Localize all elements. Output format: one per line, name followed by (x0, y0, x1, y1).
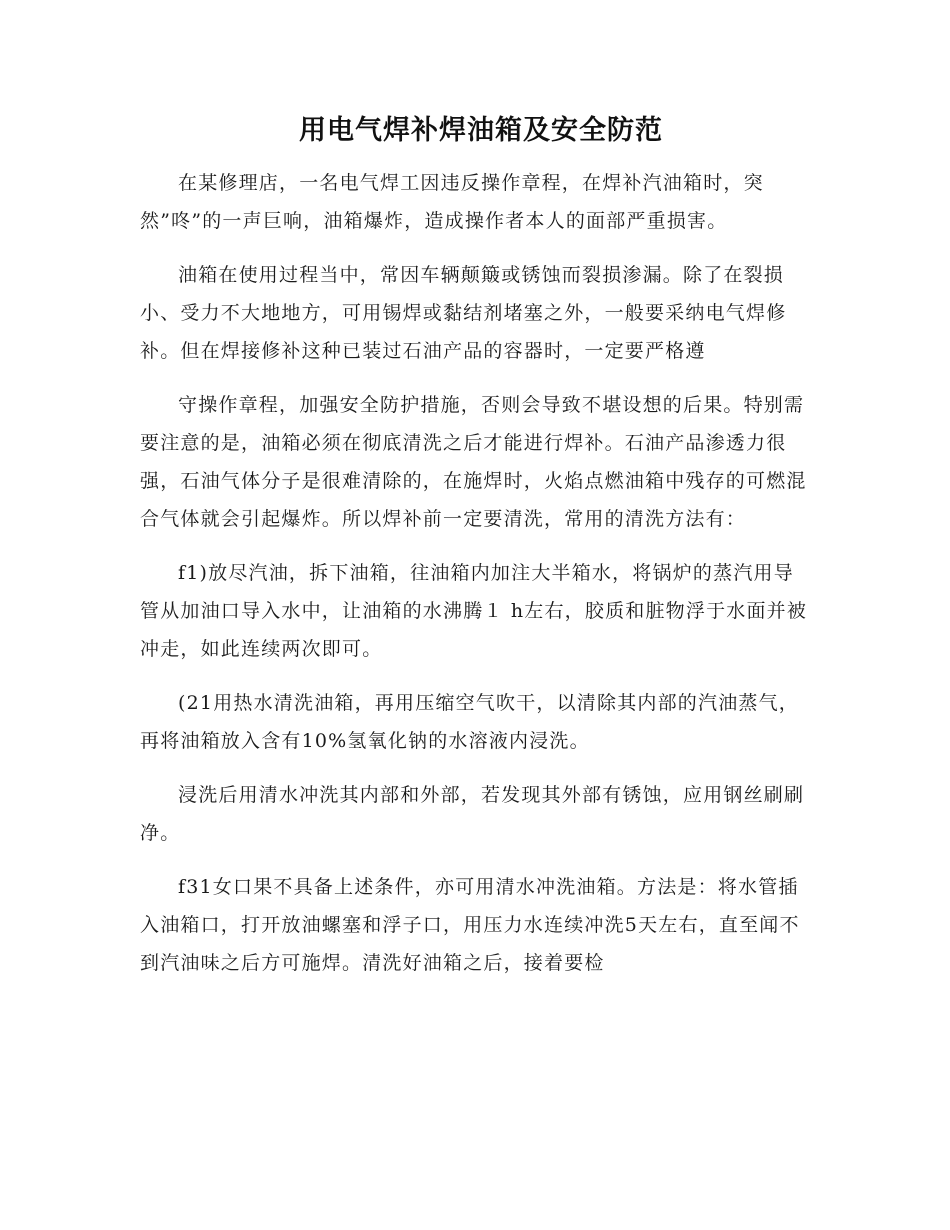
paragraph-safety-cleaning: 守操作章程，加强安全防护措施，否则会导致不堪设想的后果。特别需要注意的是，油箱必须在彻底清洗之后才能进行焊补。石油产品渗透力很强，石油气体分子是很难清除的，在施焊时，火焰点燃油箱中残存的可燃混合气体就会引起爆炸。所以焊补前一定要清洗，常用的清洗方法有： (140, 394, 807, 530)
paragraph-rinse: 浸洗后用清水冲洗其内部和外部，若发现其外部有锈蚀，应用钢丝刷刷净。 (140, 784, 805, 844)
paragraph-method-1: f1)放尽汽油，拆下油箱，往油箱内加注大半箱水，将锅炉的蒸汽用导管从加油口导入水中，让油箱的水沸腾１ h左右，胶质和脏物浮于水面并被冲走，如此连续两次即可。 (140, 562, 808, 660)
document-title: 用电气焊补焊油箱及安全防范 (299, 115, 663, 146)
paragraph-leak-repair: 油箱在使用过程当中，常因车辆颠簸或锈蚀而裂损渗漏。除了在裂损小、受力不大地地方，可用锡焊或黏结剂堵塞之外，一般要采纳电气焊修补。但在焊接修补这种已装过石油产品的容器时，一定要严格遵 (140, 264, 787, 362)
paragraph-method-3: f31女口果不具备上述条件，亦可用清水冲洗油箱。方法是：将水管插入油箱口，打开放油螺塞和浮子口，用压力水连续冲洗5天左右，直至闻不到汽油味之后方可施焊。清洗好油箱之后，接着要检 (140, 876, 800, 974)
paragraph-method-2: (21用热水清洗油箱，再用压缩空气吹干，以清除其内部的汽油蒸气，再将油箱放入含有10%氢氧化钠的水溶液内浸洗。 (140, 692, 799, 752)
paragraph-incident: 在某修理店，一名电气焊工因违反操作章程，在焊补汽油箱时，突然”咚”的一声巨响，油箱爆炸，造成操作者本人的面部严重损害。 (140, 172, 764, 232)
document-page (140, 110, 812, 982)
